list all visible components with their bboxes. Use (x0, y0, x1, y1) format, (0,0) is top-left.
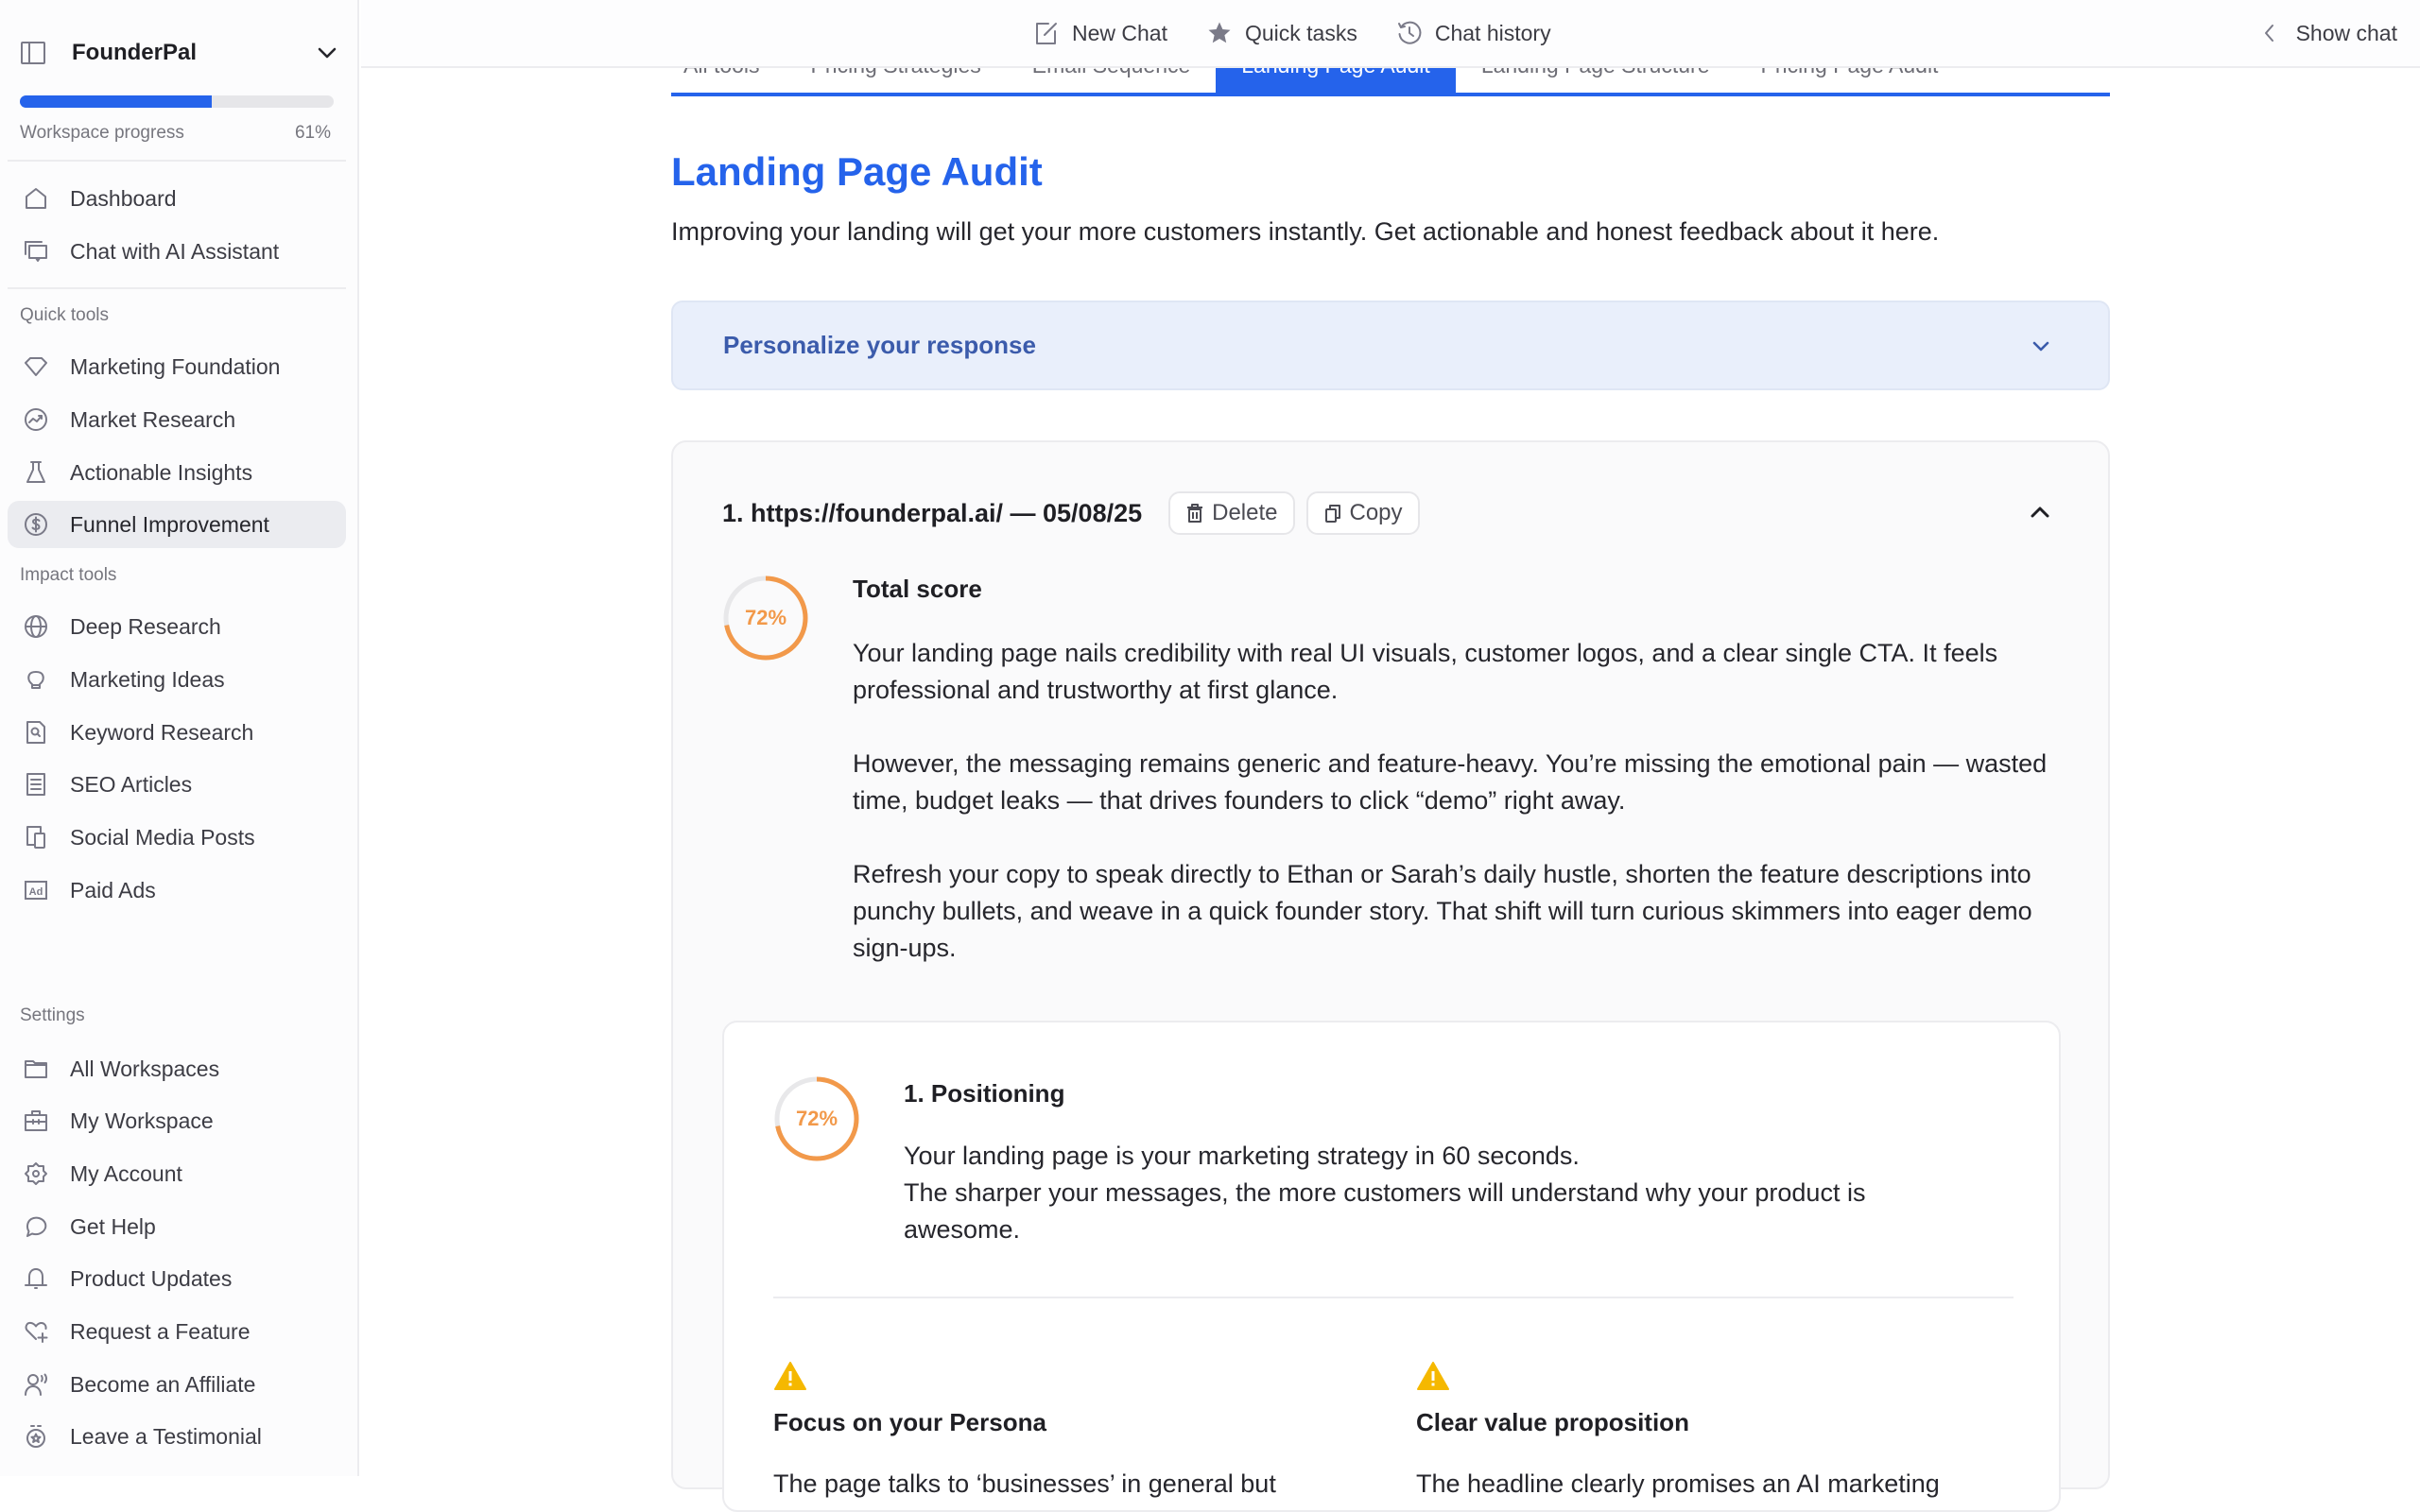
sidebar-item-label: Get Help (70, 1213, 156, 1239)
sidebar-item-marketing-foundation[interactable] (8, 343, 346, 390)
section-label-quick-tools: Quick tools (20, 305, 109, 325)
medal-icon (21, 1421, 51, 1452)
workspace-progress-bar (20, 95, 334, 108)
gear-icon (21, 1159, 51, 1189)
audit-header (722, 491, 1420, 535)
chevron-up-icon[interactable] (2025, 497, 2055, 527)
workspace-name: FounderPal (72, 40, 198, 65)
workspace-progress-value: 61% (294, 123, 331, 143)
sidebar-item-label: Deep Research (70, 613, 221, 639)
sidebar-item-label: Market Research (70, 406, 236, 432)
sidebar-item-funnel-improvement[interactable] (8, 501, 346, 548)
star-icon (1205, 19, 1234, 47)
sidebar-item-my-workspace[interactable] (8, 1097, 346, 1144)
sidebar-item-label: My Account (70, 1160, 182, 1186)
finding-text: The headline clearly promises an AI marketing (1416, 1469, 1940, 1498)
workspace-switcher[interactable] (19, 32, 340, 74)
audit-result-card (671, 440, 2110, 1498)
finding-clear-value-proposition (1416, 1361, 2002, 1503)
devices-icon (21, 822, 51, 852)
sidebar-item-label: Funnel Improvement (70, 511, 269, 537)
section-label-impact-tools: Impact tools (20, 565, 117, 585)
total-score-summary (853, 635, 2072, 1004)
personalize-response-accordion[interactable] (671, 301, 2110, 390)
quick-tasks-button[interactable] (1205, 19, 1357, 47)
sidebar-item-dashboard[interactable] (8, 175, 346, 222)
sidebar-item-request-a-feature[interactable] (8, 1308, 346, 1355)
bell-icon (21, 1263, 51, 1294)
sidebar-item-label: Become an Affiliate (70, 1371, 256, 1397)
show-chat-button[interactable] (2260, 0, 2397, 66)
chevron-down-icon[interactable] (314, 40, 340, 66)
workspace-progress-label: Workspace progress (20, 123, 184, 143)
positioning-score-ring (773, 1075, 860, 1162)
doc-search-icon (21, 717, 51, 747)
sidebar-item-label: Marketing Ideas (70, 666, 225, 692)
trash-icon (1185, 503, 1204, 524)
sidebar-item-deep-research[interactable] (8, 603, 346, 650)
heart-plus-icon (21, 1316, 51, 1347)
sidebar-item-label: Dashboard (70, 185, 177, 211)
home-icon (21, 183, 51, 214)
warning-icon (773, 1361, 807, 1391)
finding-text: The page talks to ‘businesses’ in general but (773, 1469, 1276, 1498)
total-score-value: 72% (744, 606, 787, 629)
sidebar-item-label: My Workspace (70, 1108, 214, 1133)
sidebar-item-label: All Workspaces (70, 1056, 220, 1081)
sidebar-item-actionable-insights[interactable] (8, 449, 346, 496)
sidebar-item-get-help[interactable] (8, 1203, 346, 1250)
finding-title: Clear value proposition (1416, 1408, 1689, 1436)
show-chat-label: Show chat (2295, 20, 2397, 45)
sidebar-item-label: Social Media Posts (70, 824, 255, 850)
sidebar-item-marketing-ideas[interactable] (8, 656, 346, 703)
summary-paragraph: Refresh your copy to speak directly to Ethan or Sarah’s daily hustle, shorten the feature descriptions into punchy bullets, and weave in a quick founder story. That shift will turn curious skimmers into eager demo sign-ups. (853, 860, 2032, 962)
copy-icon (1323, 503, 1342, 524)
quick-tasks-label: Quick tasks (1244, 20, 1357, 45)
sidebar-item-label: Keyword Research (70, 719, 254, 745)
history-icon (1395, 19, 1424, 47)
sidebar-item-leave-a-testimonial[interactable] (8, 1413, 346, 1460)
audit-title: 1. https://founderpal.ai/ — 05/08/25 (722, 498, 1143, 527)
finding-focus-on-persona (773, 1361, 1359, 1503)
page-title: Landing Page Audit (671, 149, 1043, 194)
summary-paragraph: However, the messaging remains generic and feature-heavy. You’re missing the emotional pain — wasted time, budget leaks — that drives founders to click “demo” right away. (853, 749, 2048, 815)
divider (8, 287, 346, 289)
sidebar-item-market-research[interactable] (8, 396, 346, 443)
sidebar-toggle-icon[interactable] (19, 39, 47, 67)
chat-history-button[interactable] (1395, 19, 1551, 47)
chat-history-label: Chat history (1434, 20, 1551, 45)
positioning-score-value: 72% (795, 1107, 838, 1130)
sidebar-item-seo-articles[interactable] (8, 761, 346, 808)
sidebar-item-become-an-affiliate[interactable] (8, 1361, 346, 1408)
divider (8, 160, 346, 162)
svg-text:Ad: Ad (28, 886, 43, 898)
sidebar-item-social-media-posts[interactable] (8, 814, 346, 861)
delete-button[interactable] (1168, 491, 1294, 535)
sidebar-item-label: Marketing Foundation (70, 353, 281, 379)
delete-label: Delete (1212, 500, 1278, 525)
sidebar-item-label: Request a Feature (70, 1318, 251, 1344)
speech-bubble-icon (21, 1211, 51, 1242)
total-score-ring (722, 575, 809, 662)
folder-icon (21, 1054, 51, 1084)
tabs-underline (671, 93, 2110, 96)
workspace-progress-fill (20, 95, 212, 108)
sidebar-item-label: SEO Articles (70, 771, 193, 797)
sidebar-item-my-account[interactable] (8, 1150, 346, 1197)
divider (773, 1297, 2014, 1298)
copy-label: Copy (1349, 500, 1403, 525)
new-chat-label: New Chat (1072, 20, 1167, 45)
ad-icon (21, 875, 51, 905)
sidebar-item-label: Product Updates (70, 1265, 233, 1291)
lightbulb-icon (21, 664, 51, 695)
chat-bubbles-icon (21, 236, 51, 266)
article-icon (21, 769, 51, 799)
chevron-left-icon (2260, 22, 2279, 44)
sidebar-item-label: Leave a Testimonial (70, 1423, 262, 1449)
sidebar-item-product-updates[interactable] (8, 1255, 346, 1302)
top-bar (361, 0, 2420, 68)
sidebar-item-all-workspaces[interactable] (8, 1045, 346, 1092)
sidebar (0, 0, 359, 1476)
dollar-circle-icon (21, 509, 51, 540)
trend-circle-icon (21, 404, 51, 435)
new-chat-button[interactable] (1032, 19, 1167, 47)
globe-icon (21, 611, 51, 642)
sidebar-item-paid-ads[interactable] (8, 867, 346, 914)
diamond-icon (21, 352, 51, 382)
positioning-section-card (722, 1021, 2061, 1512)
finding-title: Focus on your Persona (773, 1408, 1046, 1436)
section-label-settings: Settings (20, 1005, 85, 1025)
section-line: The sharper your messages, the more customers will understand why your product is awesome. (904, 1178, 1866, 1244)
copy-button[interactable] (1306, 491, 1420, 535)
briefcase-icon (21, 1106, 51, 1136)
user-broadcast-icon (21, 1369, 51, 1400)
section-description (904, 1138, 1944, 1248)
sidebar-item-label: Chat with AI Assistant (70, 238, 280, 264)
total-score-label: Total score (853, 575, 982, 603)
edit-square-icon (1032, 19, 1061, 47)
section-line: Your landing page is your marketing strategy in 60 seconds. (904, 1142, 1580, 1170)
summary-paragraph: Your landing page nails credibility with real UI visuals, customer logos, and a clear single CTA. It feels professional and trustworthy at first glance. (853, 639, 1998, 704)
sidebar-item-chat-with-ai-assistant[interactable] (8, 228, 346, 275)
sidebar-item-keyword-research[interactable] (8, 709, 346, 756)
flask-icon (21, 457, 51, 488)
sidebar-item-label: Actionable Insights (70, 459, 253, 485)
section-title: 1. Positioning (904, 1079, 1065, 1108)
warning-icon (1416, 1361, 1450, 1391)
personalize-label: Personalize your response (723, 331, 1036, 359)
chevron-down-icon (2027, 333, 2055, 361)
sidebar-item-label: Paid Ads (70, 877, 156, 902)
page-subtitle: Improving your landing will get your more customers instantly. Get actionable and honest feedback about it here. (671, 217, 1940, 246)
